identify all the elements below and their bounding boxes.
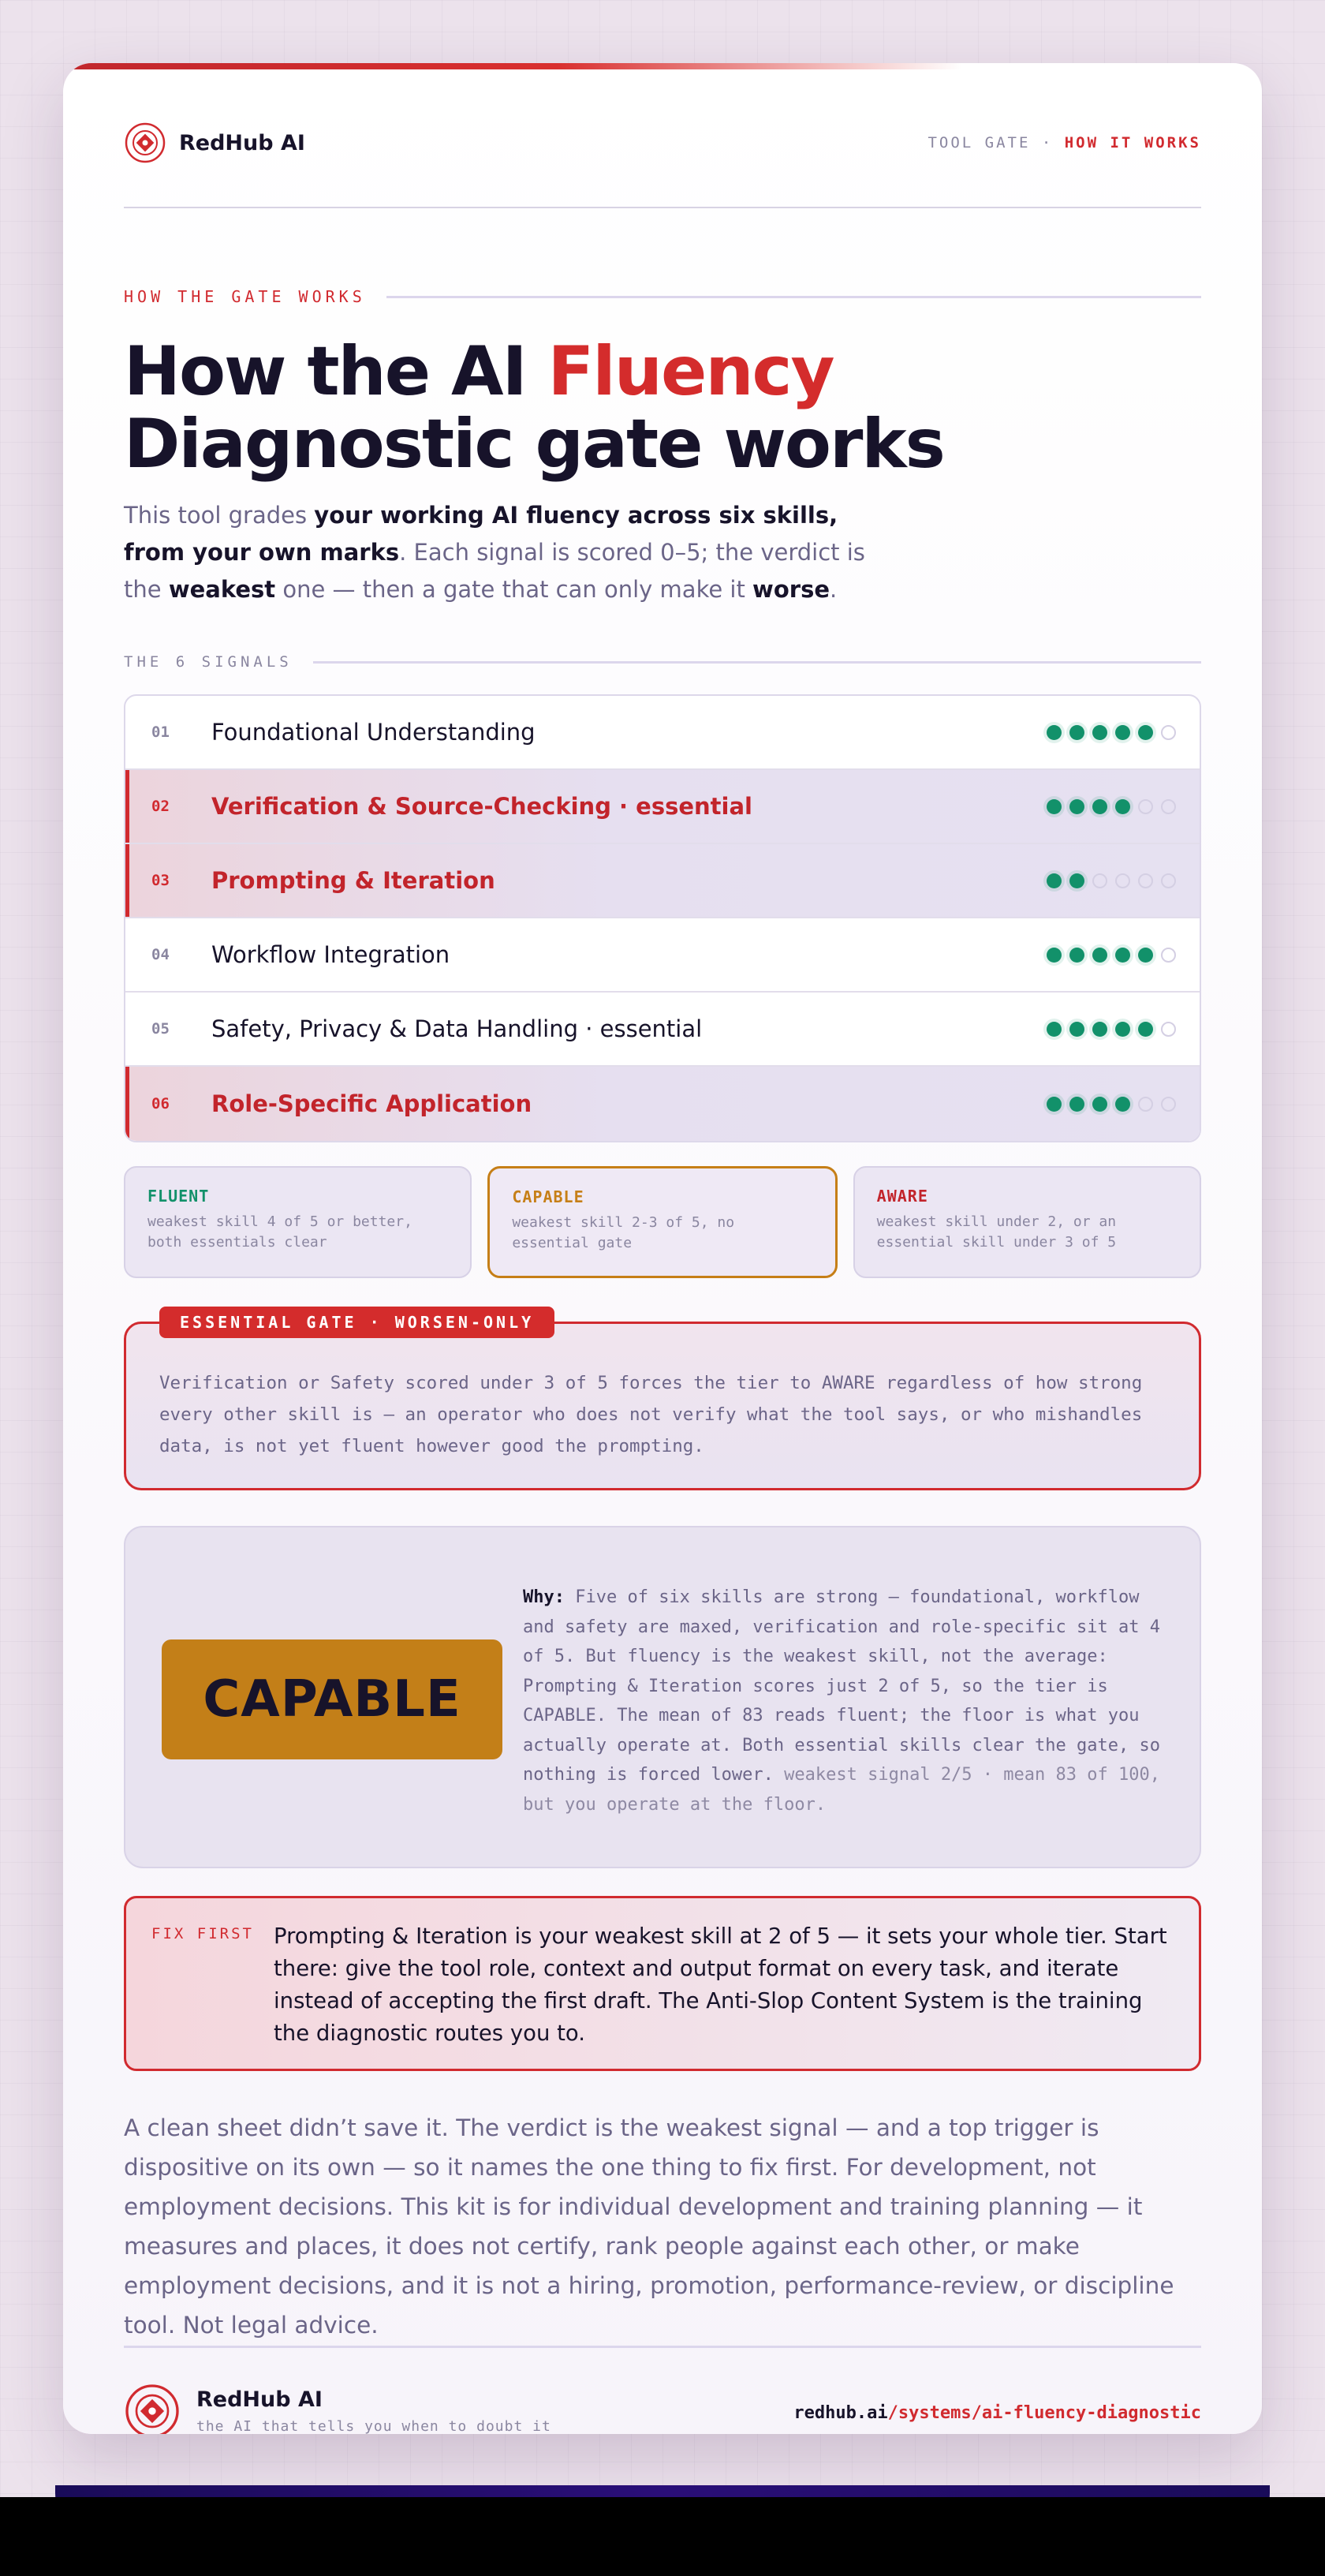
score-dot-filled bbox=[1047, 873, 1062, 888]
tier-name: AWARE bbox=[876, 1187, 928, 1206]
lede-b3: worse bbox=[752, 576, 830, 603]
footer bbox=[124, 2346, 1201, 2432]
score-dot-empty bbox=[1115, 873, 1130, 888]
signals-label-text: THE 6 SIGNALS bbox=[124, 653, 293, 671]
footer-url-path: /systems/ai-fluency-diagnostic bbox=[887, 2403, 1201, 2423]
why-text: Five of six skills are strong — foundational, workflow and safety are maxed, verification and role-specific sit at 4 of 5. But fluency is the weakest skill, not the average: Prompting & Iteration scores just 2 of 5, so the tier is CAPABLE. The mean of 83 reads fluent; the floor is what you actually operate at. Both essential skills clear the gate, so nothing is forced lower. bbox=[523, 1587, 1160, 1785]
signal-row bbox=[125, 993, 1200, 1067]
signal-row bbox=[125, 844, 1200, 918]
signals-list bbox=[124, 694, 1201, 1142]
score-dot-filled bbox=[1069, 873, 1084, 888]
content-card bbox=[63, 63, 1262, 2434]
lede-t4: . bbox=[830, 576, 838, 603]
signal-number: 01 bbox=[151, 723, 170, 741]
score-dot-filled bbox=[1047, 1097, 1062, 1112]
score-dot-empty bbox=[1161, 1022, 1176, 1037]
score-dot-filled bbox=[1115, 725, 1130, 740]
lede-t3: one — then a gate that can only make it bbox=[275, 576, 753, 603]
signals-label-rule bbox=[313, 661, 1201, 664]
score-dot-empty bbox=[1161, 799, 1176, 814]
tier-card-aware bbox=[853, 1166, 1201, 1278]
score-dot-filled bbox=[1069, 1022, 1084, 1037]
score-dot-filled bbox=[1092, 725, 1107, 740]
gate-tag: ESSENTIAL GATE · WORSEN-ONLY bbox=[159, 1307, 554, 1338]
title-accent: Fluency bbox=[547, 332, 834, 411]
score-dot-filled bbox=[1069, 725, 1084, 740]
score-dot-empty bbox=[1092, 873, 1107, 888]
score-dot-empty bbox=[1138, 799, 1153, 814]
score-dot-filled bbox=[1047, 948, 1062, 963]
score-dot-filled bbox=[1138, 725, 1153, 740]
essential-gate bbox=[124, 1313, 1201, 1490]
lede-b2: weakest bbox=[168, 576, 276, 603]
score-dot-filled bbox=[1092, 1022, 1107, 1037]
tier-name: CAPABLE bbox=[512, 1187, 584, 1206]
signal-name: Foundational Understanding bbox=[211, 719, 536, 746]
signal-number: 06 bbox=[151, 1095, 170, 1112]
lede-t2: . Each signal is scored 0–5; the verdict is the bbox=[124, 539, 865, 603]
score-dot-filled bbox=[1069, 948, 1084, 963]
fix-first-panel bbox=[124, 1896, 1201, 2071]
footer-brand-name: RedHub AI bbox=[196, 2387, 323, 2412]
footer-tagline: the AI that tells you when to doubt it bbox=[196, 2418, 551, 2434]
score-dot-filled bbox=[1092, 948, 1107, 963]
tier-card-capable bbox=[487, 1166, 837, 1278]
fix-label: FIX FIRST bbox=[151, 1925, 254, 1942]
brand-name: RedHub AI bbox=[179, 130, 305, 155]
footer-link[interactable] bbox=[793, 2403, 1201, 2423]
breadcrumb-current: HOW IT WORKS bbox=[1064, 134, 1201, 151]
signal-name: Prompting & Iteration bbox=[211, 867, 495, 894]
tier-description: weakest skill 2-3 of 5, no essential gate bbox=[512, 1214, 735, 1251]
closing-paragraph: A clean sheet didn’t save it. The verdict is the weakest signal — and a top trigger is dispositive on its own — so it names the one thing to fix first. For development, not employment decisions. This kit is for individual development and training planning — it measures and places, it does not certify, rank people against each other, or make employment decisions, and it is not a hiring, promotion, performance-review, or discipline tool. Not legal advice. bbox=[124, 2114, 1174, 2339]
signal-row bbox=[125, 770, 1200, 844]
signal-name: Verification & Source-Checking · essential bbox=[211, 793, 752, 820]
score-dot-filled bbox=[1047, 799, 1062, 814]
lede-b1: your working AI fluency across six skills, from your own marks bbox=[124, 502, 838, 566]
score-dot-filled bbox=[1092, 799, 1107, 814]
tier-name: FLUENT bbox=[147, 1187, 210, 1206]
tier-description: weakest skill 4 of 5 or better, both essentials clear bbox=[147, 1213, 412, 1251]
signal-row bbox=[125, 1067, 1200, 1141]
header bbox=[124, 122, 1201, 208]
score-dot-empty bbox=[1138, 873, 1153, 888]
tier-legend bbox=[124, 1166, 1201, 1278]
signal-score-dots bbox=[1047, 873, 1176, 888]
title-part2: Diagnostic gate works bbox=[124, 405, 944, 484]
signal-name: Workflow Integration bbox=[211, 941, 450, 968]
signal-score-dots bbox=[1047, 1022, 1176, 1037]
eyebrow bbox=[124, 287, 1201, 306]
score-dot-empty bbox=[1161, 1097, 1176, 1112]
breadcrumb-section: TOOL GATE · bbox=[928, 134, 1065, 151]
signals-label bbox=[124, 653, 1201, 671]
score-dot-filled bbox=[1115, 948, 1130, 963]
signal-score-dots bbox=[1047, 725, 1176, 740]
tier-description: weakest skill under 2, or an essential skill under 3 of 5 bbox=[876, 1213, 1117, 1251]
brand[interactable] bbox=[124, 122, 305, 164]
breadcrumb bbox=[928, 134, 1201, 151]
score-dot-filled bbox=[1115, 1097, 1130, 1112]
score-dot-filled bbox=[1092, 1097, 1107, 1112]
page-title bbox=[124, 332, 1201, 484]
signal-number: 05 bbox=[151, 1020, 170, 1038]
card-accent-bar bbox=[63, 63, 962, 69]
score-dot-filled bbox=[1069, 1097, 1084, 1112]
score-dot-filled bbox=[1115, 799, 1130, 814]
verdict-panel bbox=[124, 1526, 1201, 1868]
score-dot-filled bbox=[1047, 725, 1062, 740]
verdict-badge: CAPABLE bbox=[162, 1639, 502, 1759]
signal-row bbox=[125, 696, 1200, 770]
signal-score-dots bbox=[1047, 948, 1176, 963]
gate-text: Verification or Safety scored under 3 of 5 forces the tier to AWARE regardless of how strong every other skill is — an operator who does not verify what the tool says, or who mishandles data, is not yet fluent however good the prompting. bbox=[159, 1373, 1143, 1456]
signal-score-dots bbox=[1047, 799, 1176, 814]
bottom-band bbox=[0, 2497, 1325, 2576]
score-dot-filled bbox=[1047, 1022, 1062, 1037]
signal-name: Role-Specific Application bbox=[211, 1090, 532, 1117]
verdict-why bbox=[523, 1583, 1166, 1819]
eyebrow-text: HOW THE GATE WORKS bbox=[124, 287, 366, 306]
signal-number: 04 bbox=[151, 946, 170, 963]
score-dot-empty bbox=[1161, 873, 1176, 888]
score-dot-empty bbox=[1161, 948, 1176, 963]
lede-t1: This tool grades bbox=[124, 502, 315, 529]
why-label: Why: bbox=[523, 1587, 565, 1607]
lede bbox=[124, 497, 881, 608]
signal-number: 03 bbox=[151, 872, 170, 889]
footer-url-host: redhub.ai bbox=[793, 2403, 888, 2423]
fix-text: Prompting & Iteration is your weakest skill at 2 of 5 — it sets your whole tier. Start there: give the tool role, context and output format on every task, and iterate instead of accepting the first draft. The Anti-Slop Content System is the training the diagnostic routes you to. bbox=[274, 1924, 1167, 2046]
signal-score-dots bbox=[1047, 1097, 1176, 1112]
signal-name: Safety, Privacy & Data Handling · essential bbox=[211, 1015, 703, 1042]
signal-number: 02 bbox=[151, 798, 170, 815]
footer-brand[interactable] bbox=[124, 2383, 551, 2434]
score-dot-filled bbox=[1138, 948, 1153, 963]
title-part1: How the AI bbox=[124, 332, 548, 411]
logo-icon bbox=[124, 122, 166, 164]
score-dot-empty bbox=[1161, 725, 1176, 740]
score-dot-filled bbox=[1115, 1022, 1130, 1037]
tier-card-fluent bbox=[124, 1166, 472, 1278]
score-dot-filled bbox=[1138, 1022, 1153, 1037]
signal-row bbox=[125, 918, 1200, 993]
footer-logo-icon bbox=[124, 2383, 181, 2434]
why-meta: weakest signal 2/5 · mean 83 of 100, but you operate at the floor. bbox=[523, 1765, 1160, 1815]
score-dot-filled bbox=[1069, 799, 1084, 814]
eyebrow-rule bbox=[386, 296, 1201, 298]
score-dot-empty bbox=[1138, 1097, 1153, 1112]
